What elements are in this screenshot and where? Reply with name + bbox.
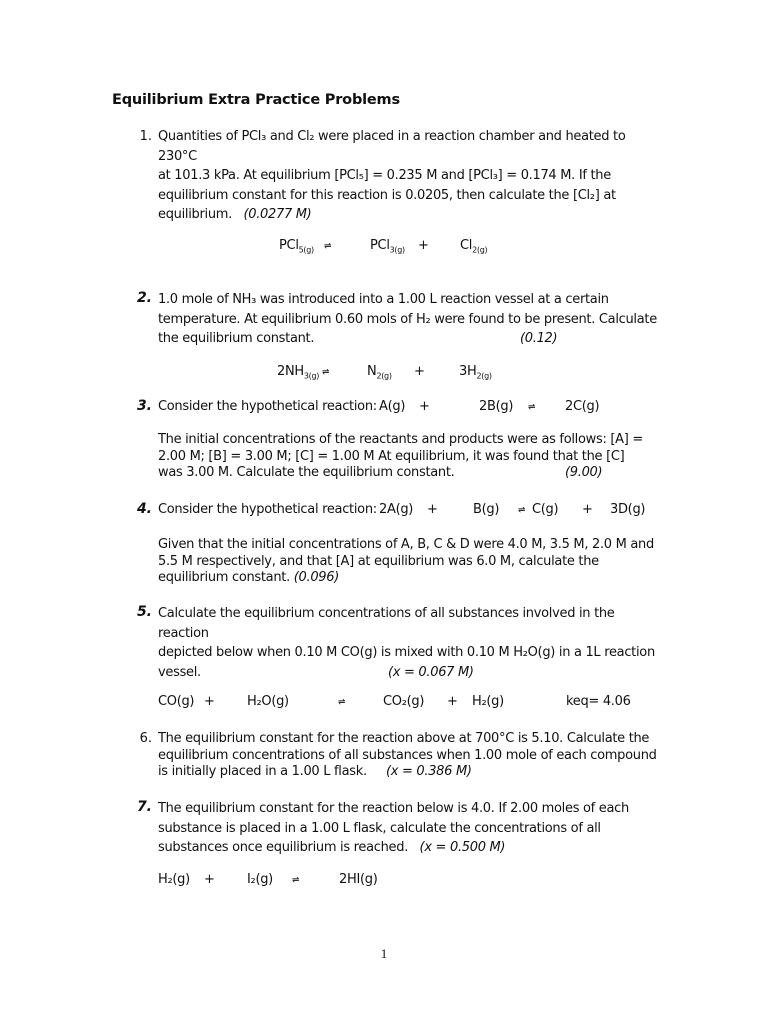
text-line: equilibrium constant.: [158, 570, 290, 585]
problem-number: 4.: [136, 501, 152, 517]
text-line: 1.0 mole of NH₃ was introduced into a 1.00 L reaction vessel at a certain: [158, 292, 609, 307]
problem-number: 7.: [136, 799, 152, 815]
answer: (x = 0.386 M): [385, 764, 472, 779]
text-line: Quantities of PCl₃ and Cl₂ were placed in a reaction chamber and heated to 230°C: [158, 129, 626, 164]
text-line: 2.00 M; [B] = 3.00 M; [C] = 1.00 M At equilibrium, it was found that the [C]: [158, 448, 625, 464]
text-line: was 3.00 M. Calculate the equilibrium constant.: [158, 465, 455, 480]
problem-5-text: [158, 604, 658, 682]
text-line: equilibrium constant for this reaction is 0.0205, then calculate the [Cl₂] at: [158, 187, 616, 203]
text-line: The initial concentrations of the reactants and products were as follows: [A] =: [158, 432, 643, 447]
plus-sign: +: [204, 872, 215, 887]
equation-1-product-1: PCl$_{3(g)}$: [370, 238, 405, 255]
species: H₂(g): [472, 694, 504, 709]
reactant: 2B(g): [479, 399, 514, 414]
document-title: Equilibrium Extra Practice Problems: [112, 92, 400, 108]
species: H₂O(g): [247, 694, 289, 709]
species: CO(g): [158, 694, 195, 709]
problem-number: 3.: [136, 398, 152, 414]
text-line: substances once equilibrium is reached.: [158, 840, 409, 855]
text-line: equilibrium.: [158, 207, 232, 222]
text-line: substance is placed in a 1.00 L flask, calculate the concentrations of all: [158, 820, 601, 836]
problem-1-text: [158, 127, 648, 225]
problem-4-intro: Consider the hypothetical reaction:: [158, 502, 377, 517]
reactant: B(g): [473, 502, 500, 517]
text-line: equilibrium concentrations of all substances when 1.00 mole of each compound: [158, 747, 657, 763]
reactant: 2A(g): [379, 502, 414, 517]
equation-2-product-1: $N_{2(g)}$: [367, 364, 392, 381]
plus-sign: +: [414, 364, 425, 379]
species: I₂(g): [247, 872, 273, 887]
problem-number: 2.: [136, 290, 152, 306]
problem-number: 6.: [139, 731, 152, 746]
text-line: the equilibrium constant.: [158, 331, 315, 346]
page-number: 1: [380, 946, 388, 961]
text-line: temperature. At equilibrium 0.60 mols of H₂ were found to be present. Calculate: [158, 311, 657, 327]
plus-sign: +: [582, 502, 593, 517]
text-line: Calculate the equilibrium concentrations of all substances involved in the reaction: [158, 606, 615, 641]
answer: (0.12): [520, 331, 558, 346]
text-line: vessel.: [158, 664, 201, 680]
plus-sign: +: [418, 238, 429, 253]
equilibrium-arrow-icon: ⇌: [518, 502, 525, 516]
product: 3D(g): [610, 502, 646, 517]
equation-2-product-2: $3H_{2(g)}$: [459, 364, 492, 381]
answer: (x = 0.067 M): [388, 664, 474, 680]
plus-sign: +: [427, 502, 438, 517]
equilibrium-arrow-icon: ⇌: [528, 399, 535, 413]
plus-sign: +: [419, 399, 430, 414]
problem-6-text: [158, 731, 658, 781]
problem-2-text: [158, 290, 658, 349]
text-line: is initially placed in a 1.00 L flask.: [158, 764, 367, 779]
equilibrium-arrow-icon: ⇌: [338, 694, 345, 708]
text-line: The equilibrium constant for the reaction below is 4.0. If 2.00 moles of each: [158, 801, 629, 816]
problem-3-intro: Consider the hypothetical reaction:: [158, 399, 377, 414]
equation-1-product-2: $Cl_{2(g)}$: [460, 238, 488, 255]
equilibrium-arrow-icon: ⇌: [324, 238, 331, 252]
problem-4-text: [158, 537, 658, 587]
problem-number: 5.: [136, 604, 152, 620]
text-line: The equilibrium constant for the reaction above at 700°C is 5.10. Calculate the: [158, 731, 650, 746]
text-line: 5.5 M respectively, and that [A] at equilibrium was 6.0 M, calculate the: [158, 553, 599, 569]
equilibrium-arrow-icon: ⇌: [292, 872, 299, 886]
problem-number: 1.: [139, 129, 152, 144]
species: H₂(g): [158, 872, 190, 887]
equation-1: PCl$_{5(g)}$: [279, 238, 314, 255]
species: CO₂(g): [383, 694, 425, 709]
answer: (0.0277 M): [243, 207, 312, 222]
equilibrium-arrow-icon: ⇌: [322, 364, 329, 378]
plus-sign: +: [447, 694, 458, 709]
text-line: Given that the initial concentrations of A, B, C & D were 4.0 M, 3.5 M, 2.0 M and: [158, 537, 654, 552]
answer: (0.096): [293, 570, 340, 585]
answer: (9.00): [565, 465, 603, 480]
reactant: A(g): [379, 399, 406, 414]
product: C(g): [532, 502, 559, 517]
problem-3-text: [158, 432, 648, 482]
answer: (x = 0.500 M): [419, 840, 506, 855]
equilibrium-constant: keq= 4.06: [566, 694, 631, 709]
text-line: depicted below when 0.10 M CO(g) is mixed with 0.10 M H₂O(g) in a 1L reaction: [158, 645, 655, 660]
text-line: at 101.3 kPa. At equilibrium [PCl₅] = 0.235 M and [PCl₃] = 0.174 M. If the: [158, 168, 611, 183]
plus-sign: +: [204, 694, 215, 709]
problem-7-text: [158, 799, 658, 858]
product: 2C(g): [565, 399, 600, 414]
species: 2HI(g): [339, 872, 378, 887]
equation-2-reactant: $2NH_{3(g)}$: [277, 364, 320, 381]
